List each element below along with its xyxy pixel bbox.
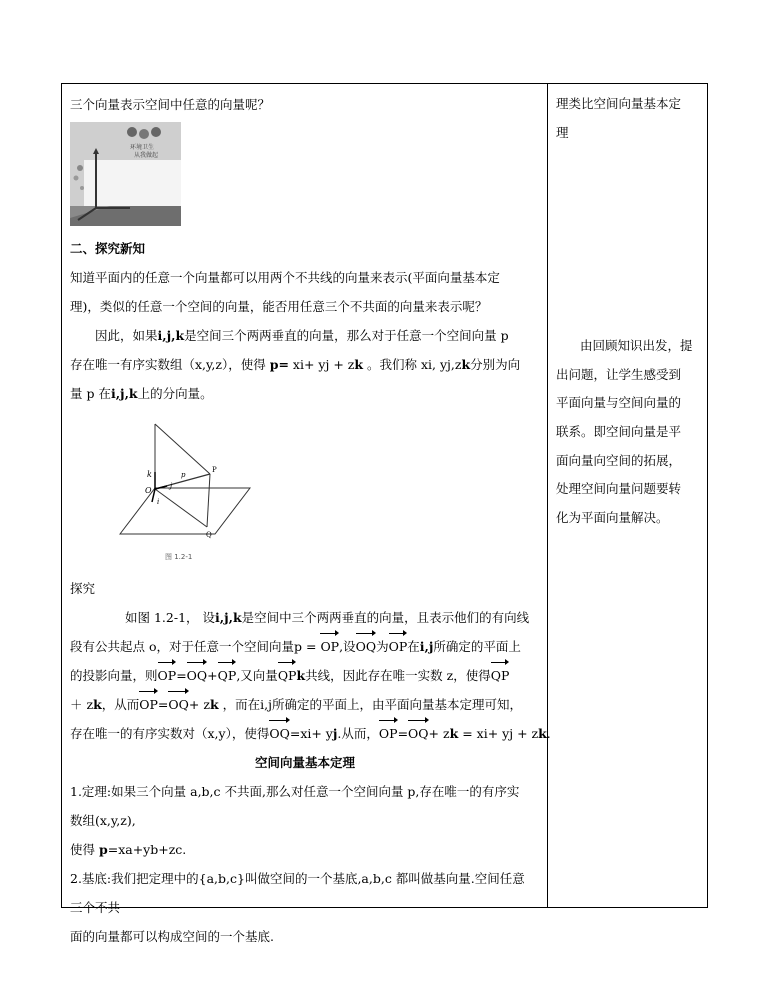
note-line-7: 化为平面向量解决。 [556, 509, 669, 525]
notes-column [556, 90, 700, 532]
explore-line-1: 如图 1.2-1， 设i,j,k是空间中三个两两垂直的向量，且表示他们的有向线 [125, 610, 530, 625]
note-line-1: 由回顾知识出发，提 [580, 338, 693, 354]
explore-line-3: 的投影向量，则OP=OQ+QP,又向量QPk共线，因此存在唯一实数 z，使得QP [70, 661, 540, 690]
definition-line-1: 1.定理:如果三个向量 a,b,c 不共面,那么对任意一个空间向量 p,存在唯一的有序实 [70, 784, 520, 799]
note-top-2: 理 [556, 124, 569, 140]
definition-line-2: 数组(x,y,z), [70, 813, 136, 828]
figure-caption: 图 1.2-1 [165, 553, 193, 561]
theorem-title: 空间向量基本定理 [254, 755, 355, 770]
note-top-1: 理类比空间向量基本定 [556, 96, 682, 111]
question-line: 三个向量表示空间中任意的向量呢？ [70, 97, 271, 112]
intro-line-1: 知道平面内的任意一个向量都可以用两个不共线的向量来表示(平面向量基本定 [70, 270, 500, 285]
vector-figure-1-2-1 [115, 414, 255, 574]
column-divider [547, 84, 548, 907]
basis-line-1: 2.基底:我们把定理中的{a,b,c}叫做空间的一个基底,a,b,c 都叫做基向量.空间任意 [70, 871, 525, 886]
definition-line-3: 使得 p=xa+yb+zc. [70, 842, 187, 857]
explore-line-5: 存在唯一的有序实数对（x,y），使得OQ=xi+ yj.从而，OP=OQ+ zk = xi+ yj + zk. [70, 719, 540, 748]
photo-caption-1: 环境卫生 [130, 144, 155, 151]
note-line-2: 出问题，让学生感受到 [556, 366, 682, 382]
intro-line-2: 理)，类似的任意一个空间的向量，能否用任意三个不共面的向量来表示呢？ [70, 299, 488, 314]
label-k: k [147, 470, 152, 479]
basis-line-3: 面的向量都可以构成空间的一个基底. [70, 929, 274, 944]
label-p-vector: p [181, 471, 186, 479]
note-line-3: 平面向量与空间向量的 [556, 395, 682, 411]
note-line-5: 面向量向空间的拓展， [556, 452, 682, 468]
classroom-photo [70, 122, 181, 226]
explore-label: 探究 [70, 581, 96, 596]
label-Q: Q [206, 531, 212, 539]
label-P: P [212, 466, 217, 474]
paragraph-1-line-3: 量 p 在i,j,k上的分向量。 [70, 386, 213, 401]
content-column [70, 90, 551, 951]
explore-line-2: 段有公共起点 o，对于任意一个空间向量p = OP,设OQ为OP在i,j所确定的平面上 [70, 632, 540, 661]
paragraph-1-line-1: 因此，如果i,j,k是空间三个两两垂直的向量，那么对于任意一个空间向量 p [95, 328, 509, 343]
note-line-6: 处理空间向量问题要转 [556, 481, 682, 497]
label-i: i [157, 498, 160, 506]
label-O: O [145, 486, 152, 495]
lesson-table [61, 83, 708, 944]
explore-line-4: ＋ zk，从而OP=OQ+ zk ，而在i,j所确定的平面上，由平面向量基本定理可知， [70, 690, 540, 719]
note-line-4: 联系。即空间向量是平 [556, 423, 682, 439]
paragraph-1-line-2: 存在唯一有序实数组（x,y,z），使得 p= xi+ yj + zk 。我们称 xi, yj,zk分别为向 [70, 357, 521, 372]
section-heading: 二、探究新知 [70, 241, 146, 256]
basis-line-2: 三个不共 [70, 900, 121, 915]
label-j: j [170, 482, 173, 490]
photo-caption-2: 从我做起 [134, 152, 159, 159]
